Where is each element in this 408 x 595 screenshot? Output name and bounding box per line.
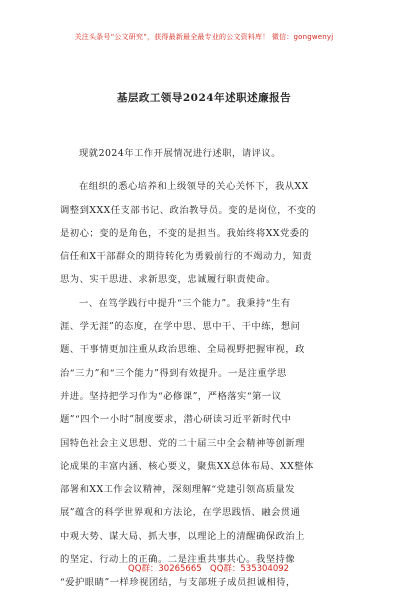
body-line: 思为、实干思进、求新思变，忠诚履行职责使命。 — [60, 274, 276, 286]
body-line: 并进。坚持把学习作为“必修课”，严格落实“第一议 — [60, 390, 282, 402]
body-line: 调整到XXX任支部书记、政治教导员。变的是岗位，不变的 — [60, 204, 317, 216]
body-line: 中观大势、谋大局、抓大事，以理论上的清醒确保政治上 — [60, 530, 305, 542]
body-line: 题、干事情更加注重从政治思维、全局视野把握审视，政 — [60, 344, 305, 356]
body-line: 部署和XX工作会议精神，深刻理解“党建引领高质量发 — [60, 484, 296, 496]
body-line: 一、在笃学践行中提升“三个能力”。我秉持“生有 — [79, 297, 291, 309]
body-line: 现就2024年工作开展情况进行述职，请评议。 — [79, 148, 282, 159]
report-body — [60, 142, 352, 595]
body-line: 题”“四个一小时”制度要求，潜心研读习近平新时代中 — [60, 414, 292, 426]
body-line: 信任和X干部群众的期待转化为勇毅前行的不竭动力，知责 — [60, 251, 313, 263]
body-line: 的坚定、行动上的正确。二是注重共事共心。我坚持像 — [60, 554, 296, 566]
body-line: 展”蕴含的科学世界观和方法论，在学思践悟、融会贯通 — [60, 507, 301, 519]
body-line: 是初心；变的是角色，不变的是担当。我始终将XX党委的 — [60, 227, 310, 239]
body-line: 治“三力”和“三个能力”得到有效提升。一是注重学思 — [60, 367, 287, 379]
promo-banner: 关注头条号“公文研究”，获得最新最全最专业的公文资料库！ 微信：gongwenyj — [74, 33, 334, 41]
qq-group-2: QQ群：535304092 — [210, 564, 290, 574]
qq-group-1: QQ群：30265665 — [128, 564, 202, 574]
body-line: 涯、学无涯”的态度，在学中思、思中干、干中练，想问 — [60, 321, 301, 333]
body-line: 在组织的悉心培养和上级领导的关心关怀下，我从XX — [79, 181, 309, 193]
page-title: 基层政工领导2024年述职述廉报告 — [116, 92, 292, 104]
body-line: 国特色社会主义思想、党的二十届三中全会精神等创新理 — [60, 437, 305, 449]
body-line: 论成果的丰富内涵、核心要义，聚焦XX总体布局、XX整体 — [60, 460, 314, 472]
body-line: “爱护眼睛”一样珍视团结，与支部班子成员担诚相待， — [60, 577, 296, 589]
